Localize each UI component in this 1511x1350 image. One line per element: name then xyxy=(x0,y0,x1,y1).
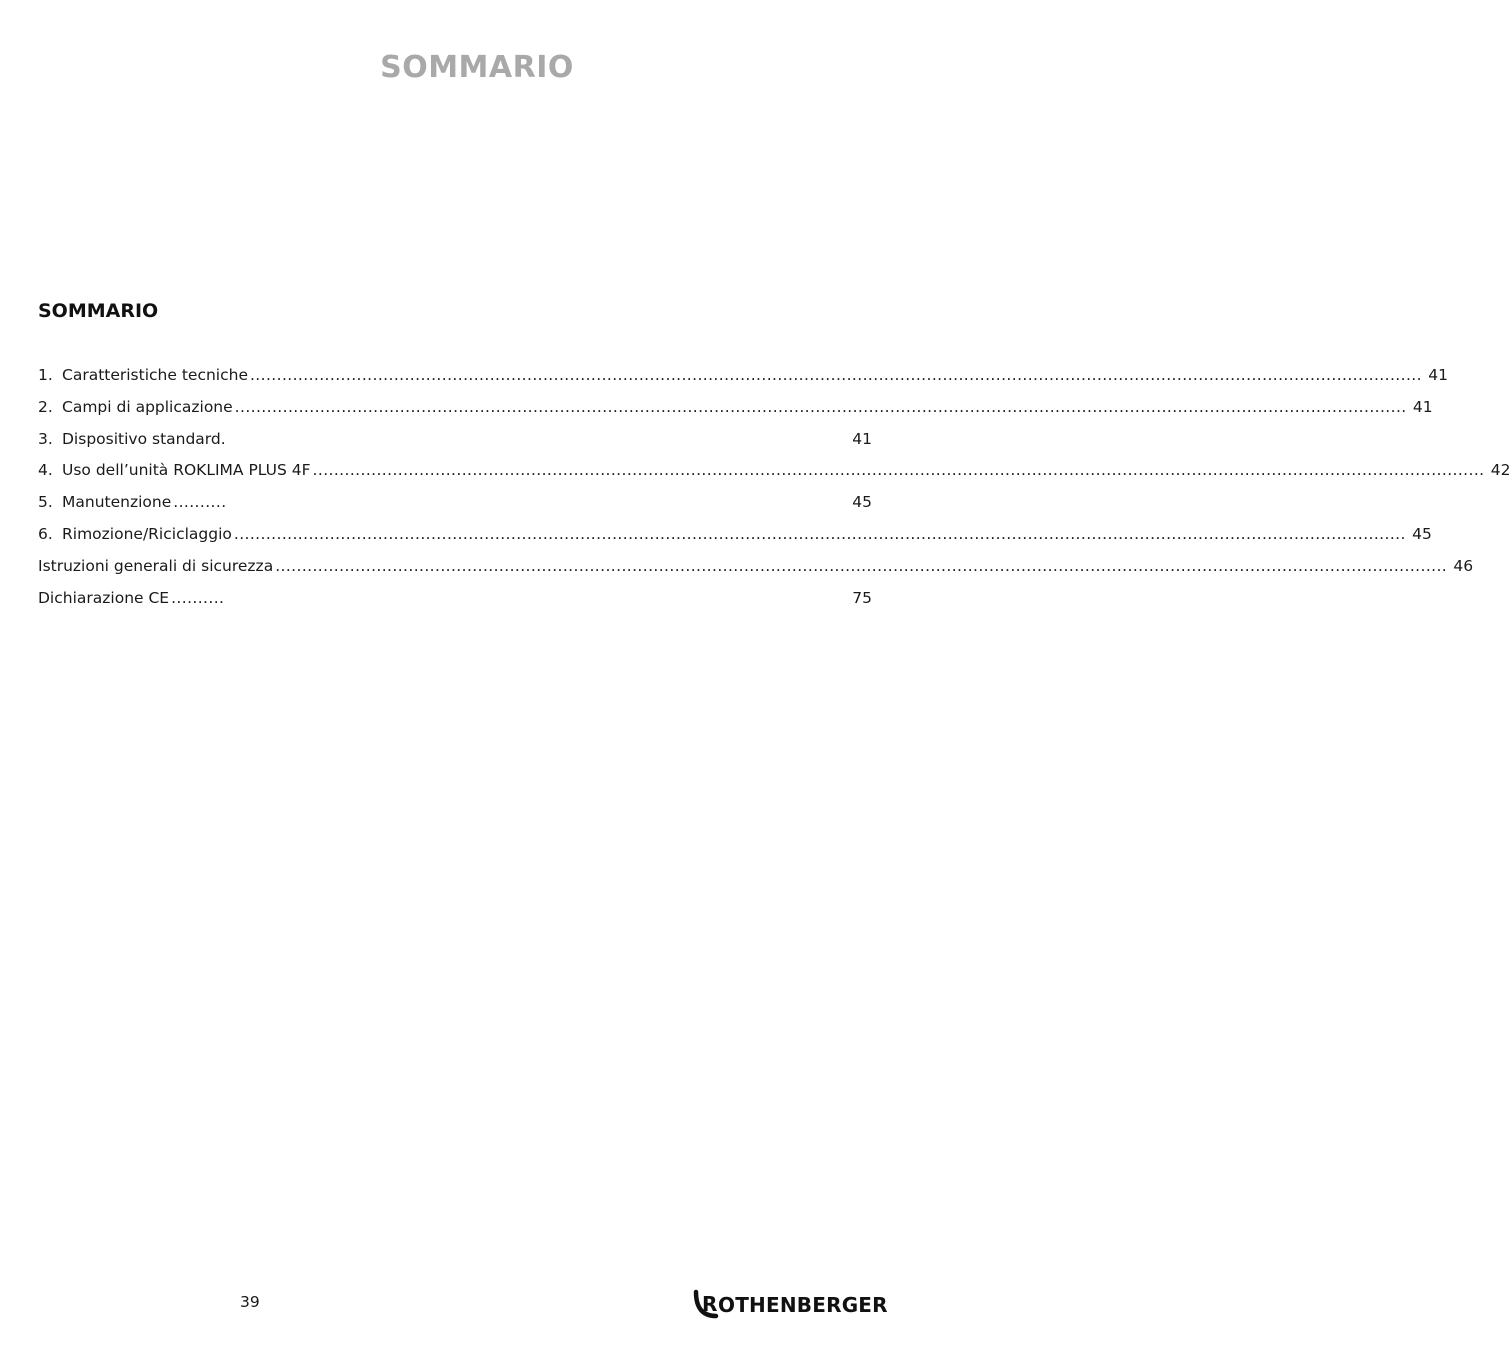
rothenberger-logo xyxy=(692,1288,888,1322)
page-number: 39 xyxy=(240,1293,260,1311)
toc-entry-number: 6. xyxy=(38,524,53,543)
toc-entry-page: 41 xyxy=(1428,366,1448,384)
table-of-contents xyxy=(38,366,1511,620)
toc-entry-page: 42 xyxy=(1490,461,1511,480)
toc-entry[interactable] xyxy=(38,524,1432,557)
toc-entry-number: 4. xyxy=(38,461,53,480)
toc-entry[interactable] xyxy=(38,430,872,462)
toc-dot-leader: ............................................................................................................................................................................................................................ xyxy=(234,397,1407,416)
toc-entry[interactable] xyxy=(38,589,872,621)
toc-dot-leader: .......... xyxy=(173,493,227,512)
toc-entry[interactable] xyxy=(38,493,872,525)
toc-entry-number: 2. xyxy=(38,397,53,416)
toc-entry-number: 1. xyxy=(38,366,53,384)
toc-dot-leader: .......... xyxy=(171,588,225,607)
toc-entry-page: 41 xyxy=(1412,397,1433,416)
toc-entry-page: 46 xyxy=(1453,556,1474,575)
toc-entry-number: 5. xyxy=(38,493,53,512)
toc-entry[interactable] xyxy=(38,366,1448,398)
toc-entry-label: Dispositivo standard. xyxy=(62,429,226,448)
toc-entry[interactable] xyxy=(38,397,1433,430)
toc-dot-leader: ............................................................................................................................................................................................................................ xyxy=(233,524,1406,543)
toc-dot-leader: ............................................................................................................................................................................................................................ xyxy=(312,461,1485,480)
toc-entry-page: 75 xyxy=(852,588,872,607)
toc-entry-page: 41 xyxy=(852,429,872,448)
brand-name: OTHENBERGER xyxy=(718,1293,888,1317)
toc-entry[interactable] xyxy=(38,461,1511,493)
toc-dot-leader: ............................................................................................................................................................................................................................ xyxy=(249,366,1422,384)
toc-entry[interactable] xyxy=(38,556,1474,589)
toc-entry-page: 45 xyxy=(1412,524,1432,543)
toc-entry-label: Caratteristiche tecniche xyxy=(62,366,248,384)
page-title: SOMMARIO xyxy=(380,50,574,85)
svg-text:R: R xyxy=(702,1292,718,1316)
toc-heading: SOMMARIO xyxy=(38,300,159,322)
toc-entry-label: Campi di applicazione xyxy=(62,397,233,416)
toc-entry-label: Manutenzione xyxy=(62,493,172,512)
toc-dot-leader: ............................................................................................................................................................................................................................ xyxy=(275,556,1448,575)
toc-entry-label: Uso dell’unità ROKLIMA PLUS 4F xyxy=(62,461,311,480)
toc-entry-label: Istruzioni generali di sicurezza xyxy=(38,556,274,575)
toc-entry-page: 45 xyxy=(852,493,872,512)
toc-entry-label: Dichiarazione CE xyxy=(38,588,170,607)
toc-entry-number: 3. xyxy=(38,429,53,448)
toc-entry-label: Rimozione/Riciclaggio xyxy=(62,524,232,543)
